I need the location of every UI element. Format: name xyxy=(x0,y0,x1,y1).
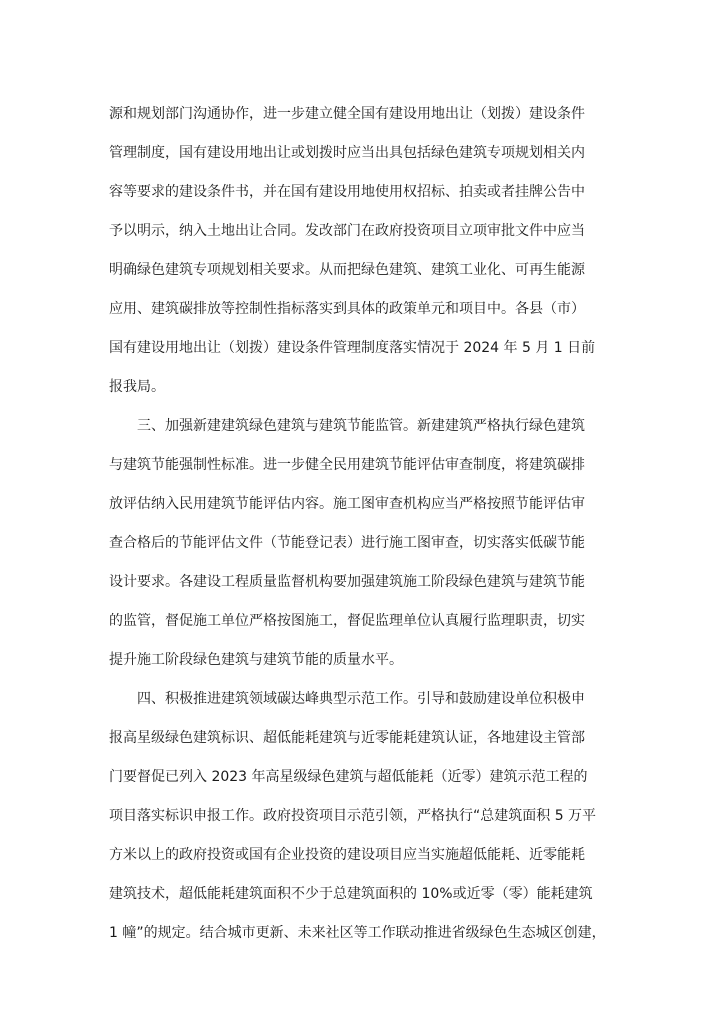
text-line-11: 放评估纳入民用建筑节能评估内容。施工图审查机构应当严格按照节能评估审 xyxy=(109,496,585,512)
text-line-20: 方米以上的政府投资或国有企业投资的建设项目应当实施超低能耗、近零能耗 xyxy=(109,847,585,863)
text-line-2: 管理制度，国有建设用地出让或划拨时应当出具包括绿色建筑专项规划相关内 xyxy=(109,145,585,161)
text-line-4: 予以明示，纳入土地出让合同。发改部门在政府投资项目立项审批文件中应当 xyxy=(109,223,585,239)
text-line-17: 报高星级绿色建筑标识、超低能耗建筑与近零能耗建筑认证，各地建设主管部 xyxy=(109,730,585,746)
paragraph-4-heading-line: 四、积极推进建筑领域碳达峰典型示范工作。引导和鼓励建设单位积极申 xyxy=(137,691,585,707)
text-line-10: 与建筑节能强制性标准。进一步健全民用建筑节能评估审查制度，将建筑碳排 xyxy=(109,457,585,473)
text-line-6: 应用、建筑碳排放等控制性指标落实到具体的政策单元和项目中。各县（市） xyxy=(109,301,585,317)
text-line-1: 源和规划部门沟通协作，进一步建立健全国有建设用地出让（划拨）建设条件 xyxy=(109,106,585,122)
paragraph-3-heading-line: 三、加强新建建筑绿色建筑与建筑节能监管。新建建筑严格执行绿色建筑 xyxy=(137,418,585,434)
text-line-7: 国有建设用地出让（划拨）建设条件管理制度落实情况于 2024 年 5 月 1 日前 xyxy=(109,340,596,356)
text-line-14: 的监管，督促施工单位严格按图施工，督促监理单位认真履行监理职责，切实 xyxy=(109,613,585,629)
text-line-13: 设计要求。各建设工程质量监督机构要加强建筑施工阶段绿色建筑与建筑节能 xyxy=(109,574,585,590)
text-line-12: 查合格后的节能评估文件（节能登记表）进行施工图审查，切实落实低碳节能 xyxy=(109,535,585,551)
text-line-19: 项目落实标识申报工作。政府投资项目示范引领，严格执行“总建筑面积 5 万平 xyxy=(109,808,597,824)
text-line-15: 提升施工阶段绿色建筑与建筑节能的质量水平。 xyxy=(109,652,403,668)
text-line-3: 容等要求的建设条件书，并在国有建设用地使用权招标、拍卖或者挂牌公告中 xyxy=(109,184,585,200)
text-line-18: 门要督促已列入 2023 年高星级绿色建筑与超低能耗（近零）建筑示范工程的 xyxy=(109,769,588,785)
text-line-8: 报我局。 xyxy=(109,379,165,395)
text-line-5: 明确绿色建筑专项规划相关要求。从而把绿色建筑、建筑工业化、可再生能源 xyxy=(109,262,585,278)
text-line-22: 1 幢”的规定。结合城市更新、未来社区等工作联动推进省级绿色生态城区创建， xyxy=(109,925,606,941)
text-line-21: 建筑技术，超低能耗建筑面积不少于总建筑面积的 10%或近零（零）能耗建筑 xyxy=(109,886,593,902)
